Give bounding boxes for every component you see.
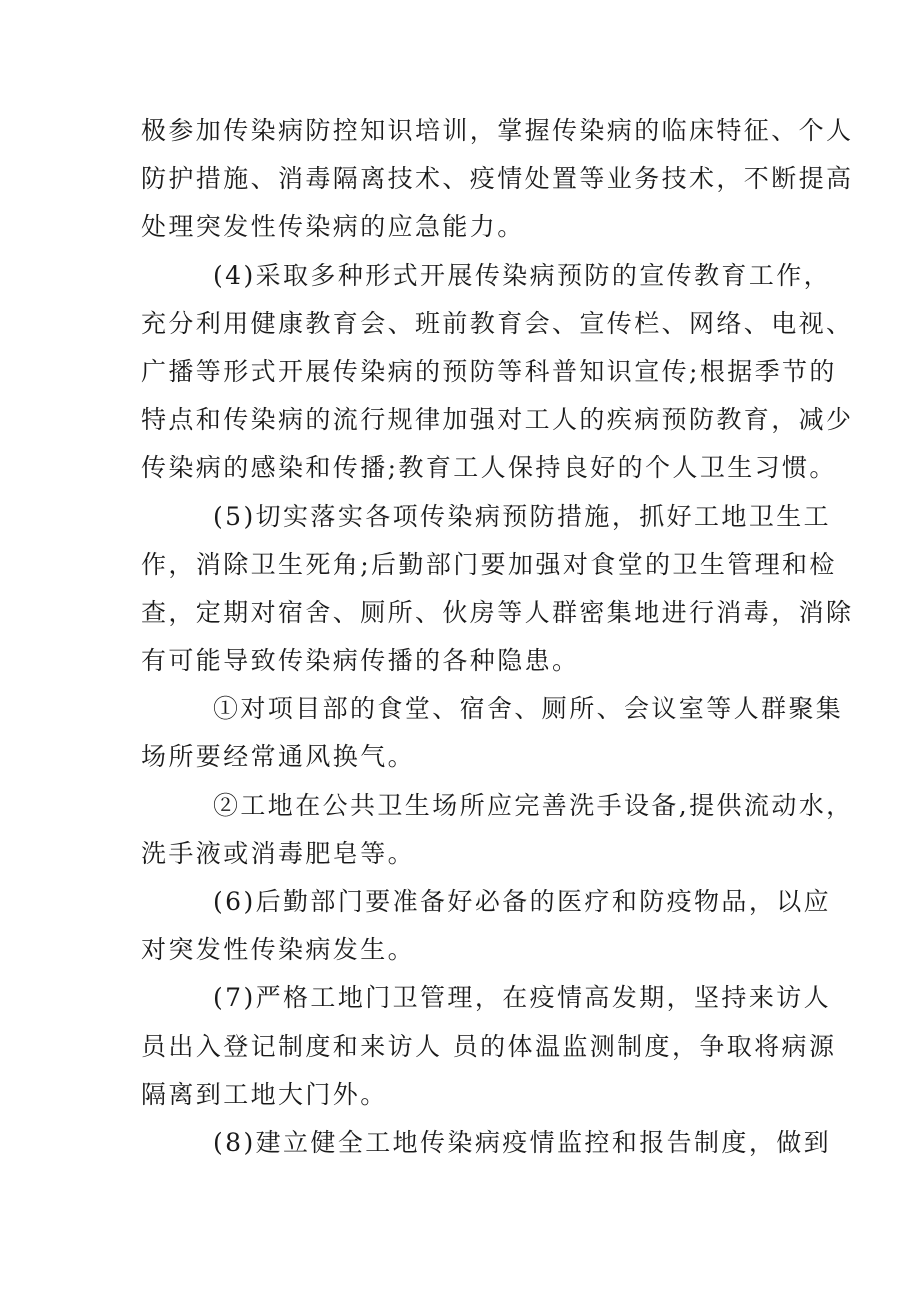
text-line [141, 300, 854, 348]
text-line [141, 155, 854, 203]
text-line [141, 541, 837, 589]
line-text: 极参加传染病防控知识培训，掌握传染病的临床特征、个人 [141, 116, 854, 145]
line-text: 查，定期对宿舍、厕所、伙房等人群密集地进行消毒，消除 [141, 597, 854, 627]
line-text: 场所要经常通风换气。 [141, 742, 416, 772]
line-text: 防护措施、消毒隔离技术、疫情处置等业务技术，不断提高 [141, 164, 854, 194]
line-text: 作，消除卫生死角;后勤部门要加强对食堂的卫生管理和检 [141, 549, 837, 579]
text-line [141, 733, 781, 781]
text-line [141, 493, 832, 541]
text-line [141, 203, 781, 251]
text-line [141, 830, 781, 878]
text-line [141, 589, 854, 637]
line-text: 对突发性传染病发生。 [141, 935, 416, 965]
line-text: 传染病的感染和传播;教育工人保持良好的个人卫生习惯。 [141, 453, 837, 483]
text-line [141, 252, 832, 300]
line-text: 广播等形式开展传染病的预防等科普知识宣传;根据季节的 [141, 356, 837, 386]
text-line [141, 685, 844, 733]
text-line [141, 348, 837, 396]
text-line [141, 1071, 781, 1119]
line-text: (8)建立健全工地传染病疫情监控和报告制度，做到 [213, 1127, 832, 1157]
line-text: 员出入登记制度和来访人 员的体温监测制度，争取将病源 [141, 1031, 837, 1061]
line-text: (4)采取多种形式开展传染病预防的宣传教育工作， [213, 260, 832, 290]
line-text: 充分利用健康教育会、班前教育会、宣传栏、网络、电视、 [141, 308, 854, 338]
line-text: ①对项目部的食堂、宿舍、厕所、会议室等人群聚集 [213, 694, 844, 724]
text-line [141, 878, 832, 926]
line-text: ②工地在公共卫生场所应完善洗手设备,提供流动水， [213, 790, 854, 820]
text-line [141, 107, 854, 155]
line-text: (6)后勤部门要准备好必备的医疗和防疫物品，以应 [213, 887, 832, 916]
line-text: 有可能导致传染病传播的各种隐患。 [141, 646, 580, 676]
text-line [141, 637, 781, 685]
text-line [141, 396, 854, 444]
line-text: 隔离到工地大门外。 [141, 1079, 388, 1109]
text-line [141, 782, 854, 830]
line-text: (7)严格工地门卫管理，在疫情高发期，坚持来访人 [213, 983, 832, 1013]
line-text: 处理突发性传染病的应急能力。 [141, 212, 525, 242]
text-line [141, 974, 832, 1022]
document-body [141, 107, 854, 1167]
line-text: 特点和传染病的流行规律加强对工人的疾病预防教育，减少 [141, 405, 854, 435]
text-line [141, 1023, 837, 1071]
text-line [141, 444, 837, 492]
line-text: 洗手液或消毒肥皂等。 [141, 838, 416, 868]
line-text: (5)切实落实各项传染病预防措施，抓好工地卫生工 [213, 501, 832, 531]
text-line [141, 1119, 832, 1167]
text-line [141, 926, 781, 974]
